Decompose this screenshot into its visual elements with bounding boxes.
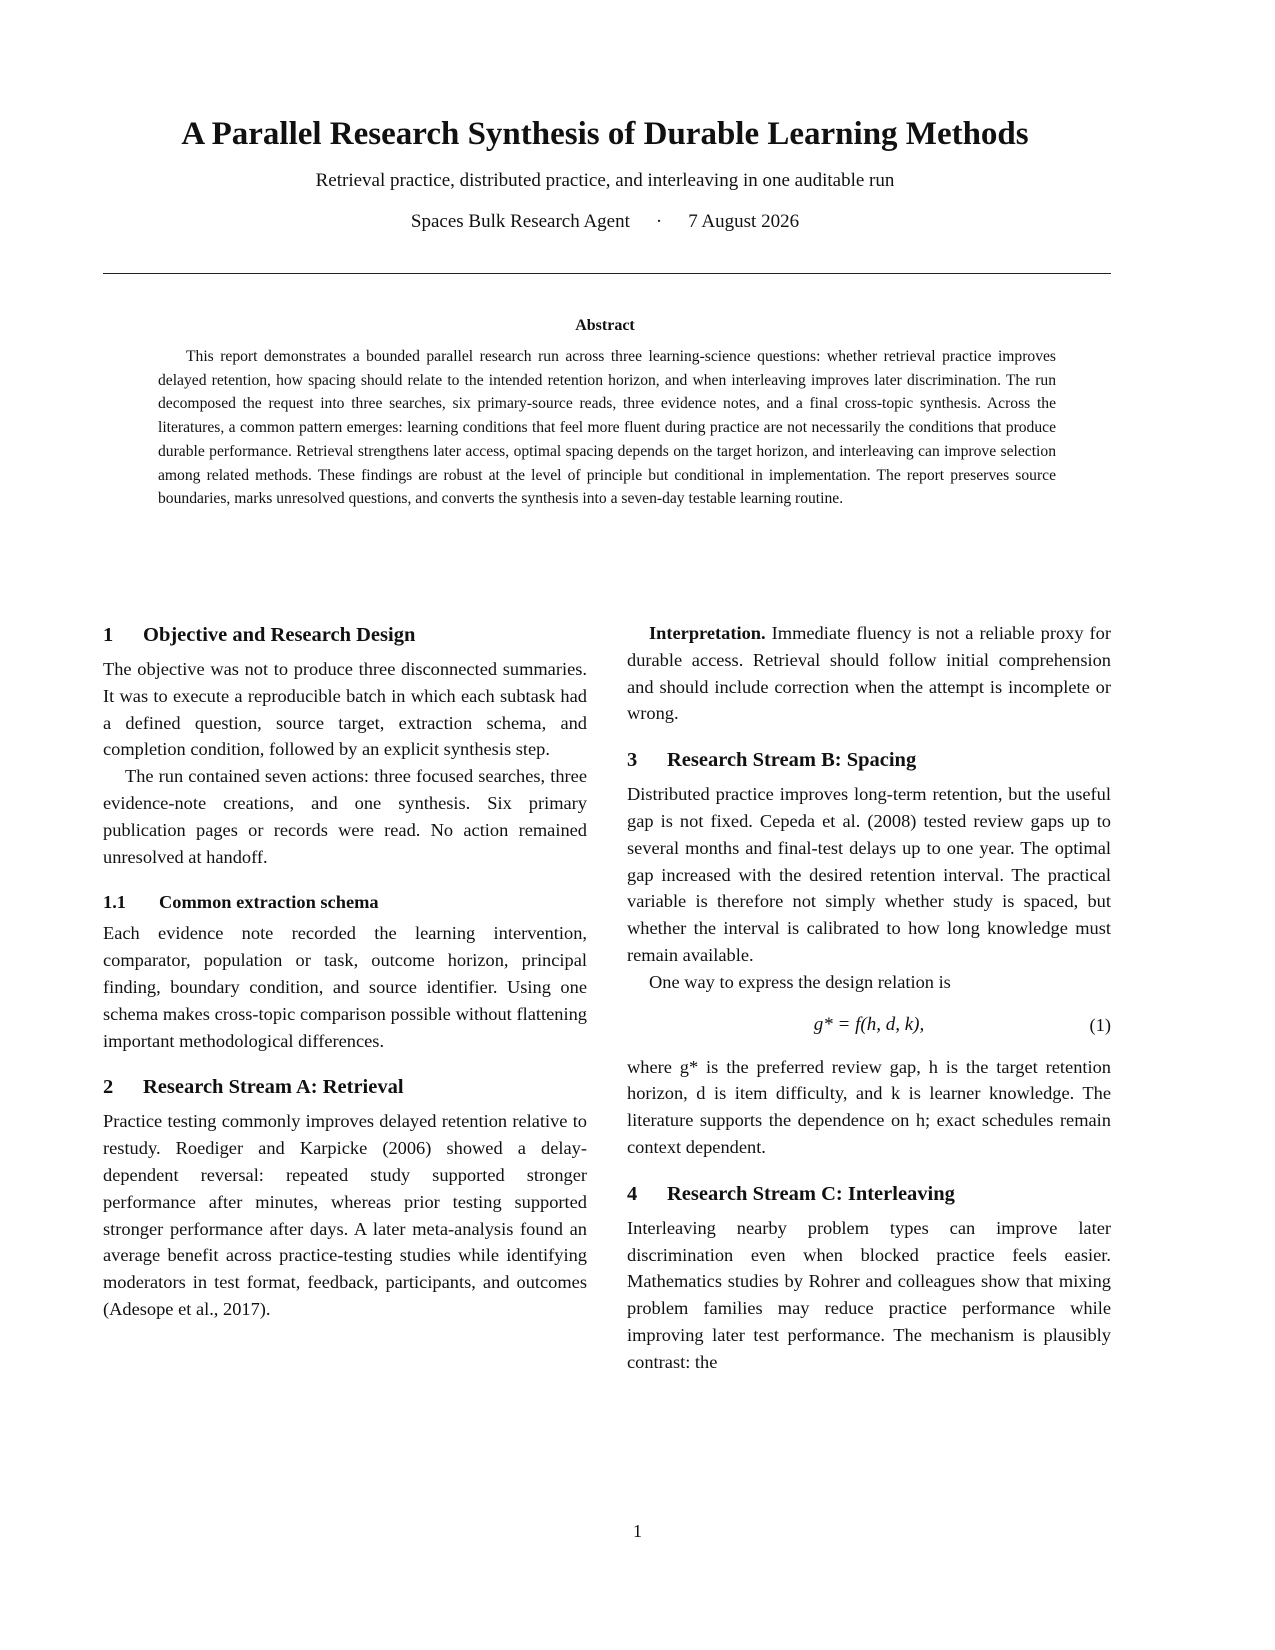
paragraph: where g* is the preferred review gap, h is the target retention horizon, d is item difficulty, and k is learner knowledge. The literature supports the dependence on h; exact schedules remain context dependent. [627, 1056, 1111, 1157]
paragraph: Distributed practice improves long-term retention, but the useful gap is not fixed. Cepeda et al. (2008) tested review gaps up to several months and final-test delays up to one year. The optimal gap increased with the desired retention interval. The practical variable is therefore not simply whether study is spaced, but whether the interval is calibrated to how long knowledge must remain available. [627, 784, 1111, 965]
section-number: 2 [103, 1076, 114, 1099]
section-number: 1 [103, 624, 114, 646]
subsection-number: 1.1 [103, 892, 126, 913]
paragraph [627, 620, 1111, 727]
right-column [627, 620, 1111, 1376]
paragraph: The run contained seven actions: three focused searches, three evidence-note creations, and one synthesis. Six primary publication pages or records were read. No action remained unresolved at handoff. [103, 766, 587, 867]
paragraph: One way to express the design relation is [649, 971, 951, 992]
paragraph: Each evidence note recorded the learning intervention, comparator, population or task, outcome horizon, principal finding, boundary condition, and source identifier. Using one schema makes cross-topic comparison possible without flattening important methodological differences. [103, 923, 587, 1051]
author: Spaces Bulk Research Agent [410, 211, 630, 232]
abstract-text: This report demonstrates a bounded parallel research run across three learning-science questions: whether retrieval practice improves delayed retention, how spacing should relate to the intended retention horizon, and when interleaving improves later discrimination. The run decomposed the request into three searches, six primary-source reads, three evidence notes, and a final cross-topic synthesis. Across the literatures, a common pattern emerges: learning conditions that feel more fluent during practice are not necessarily the conditions that produce durable performance. Retrieval strengthens later access, optimal spacing depends on the target horizon, and interleaving can improve selection among related methods. These findings are robust at the level of principle but conditional in implementation. The report preserves source boundaries, marks unresolved questions, and converts the synthesis into a seven-day testable learning routine. [158, 348, 1056, 508]
abstract-heading: Abstract [575, 317, 635, 334]
paragraph: Interleaving nearby problem types can improve later discrimination even when blocked practice feels easier. Mathematics studies by Rohrer and colleagues show that mixing problem families may reduce practice performance while improving later test performance. The mechanism is plausibly contrast: the [627, 1217, 1111, 1372]
section-heading [627, 1179, 1111, 1209]
title-rule [103, 273, 1111, 274]
paragraph-text: Immediate fluency is not a reliable proxy for durable access. Retrieval should follow initial comprehension and should include correction when the attempt is incomplete or wrong. [627, 623, 1111, 724]
subsection-title: Common extraction schema [159, 892, 379, 913]
section-number: 3 [627, 749, 638, 772]
equation-formula: g* = f(h, d, k), [813, 1013, 925, 1035]
left-column [103, 620, 587, 1323]
paragraph: The objective was not to produce three disconnected summaries. It was to execute a reproducible batch in which each subtask had a defined question, source target, extraction schema, and completion condition, followed by an explicit synthesis step. [103, 659, 587, 760]
section-heading [103, 1072, 587, 1102]
section-heading [103, 620, 587, 650]
paper-title: A Parallel Research Synthesis of Durable Learning Methods [181, 116, 1029, 152]
section-title: Research Stream C: Interleaving [667, 1182, 955, 1205]
date: 7 August 2026 [688, 211, 800, 232]
subsection-heading [103, 888, 587, 916]
section-number: 4 [627, 1182, 638, 1205]
byline [100, 211, 1110, 233]
byline-separator: · [655, 211, 663, 232]
section-title: Objective and Research Design [143, 624, 416, 646]
equation-1 [627, 1004, 1111, 1048]
page-number: 1 [633, 1521, 642, 1541]
equation-number: (1) [1089, 1014, 1111, 1035]
section-title: Research Stream A: Retrieval [143, 1076, 404, 1099]
paper-subtitle: Retrieval practice, distributed practice, and interleaving in one auditable run [315, 170, 895, 191]
run-in-heading: Interpretation. [649, 623, 766, 643]
paragraph: Practice testing commonly improves delayed retention relative to restudy. Roediger and Karpicke (2006) showed a delay-dependent reversal: repeated study supported stronger performance after minutes, whereas prior testing supported stronger performance after days. A later meta-analysis found an average benefit across practice-testing studies while identifying moderators in test format, feedback, participants, and outcomes (Adesope et al., 2017). [103, 1111, 587, 1319]
section-heading [627, 745, 1111, 775]
section-title: Research Stream B: Spacing [667, 749, 917, 772]
